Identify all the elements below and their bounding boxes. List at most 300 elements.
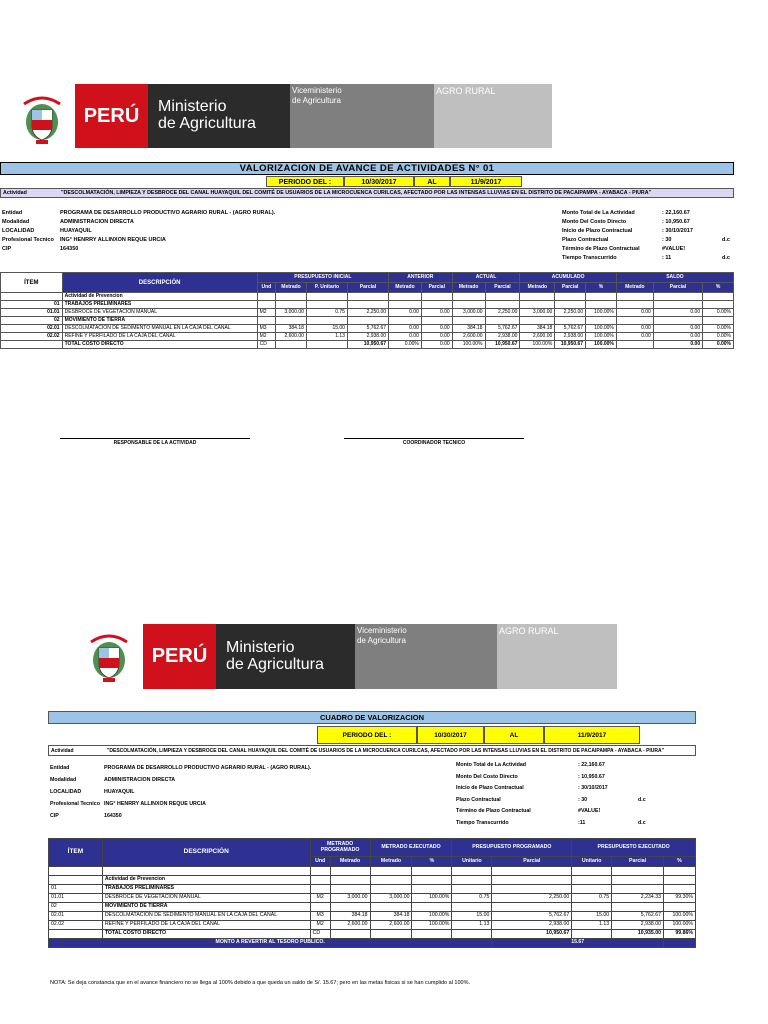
s1-cell-upct: 100.00%	[586, 341, 617, 349]
table-row	[1, 293, 734, 301]
s2-cell-me: 384.18	[370, 912, 412, 921]
table-row	[49, 921, 696, 930]
s2-total-empty	[572, 930, 612, 939]
s1r-info-label: Plazo Contractual	[562, 237, 609, 243]
ministerio-logo	[75, 84, 290, 148]
s2-cell-desc: TRABAJOS PRELIMINARES	[102, 885, 310, 894]
sheet1-periodo-to: 11/9/2017	[450, 176, 522, 187]
table-row	[49, 903, 696, 912]
s2r-info-value: : 10,950.67	[578, 773, 605, 780]
s1-cell-sm	[616, 293, 653, 301]
s2-cell-epct	[663, 876, 695, 885]
s2-th-parcial-e: Parcial	[612, 857, 664, 867]
s2r-info-row	[456, 783, 676, 795]
table-row	[49, 894, 696, 903]
s1r-info-label: Tiempo Transcurrido	[562, 255, 617, 261]
sheet1-actividad-text: "DESCOLMATACIÓN, LIMPIEZA Y DESBROCE DEL CANAL HUAYAQUIL DEL COMITÉ DE USUARIOS DE LA MICROCUENCA CURILCAS, AFECTADO POR LAS INTENSAS LLUVIAS EN EL DISTRITO DE PACAIPAMPA - AYABACA - PIURA"	[61, 190, 652, 196]
s1-cell-cp: 2,938.00	[485, 333, 520, 341]
s1-cell-und: M3	[257, 325, 275, 333]
s2-cell-pu	[452, 903, 492, 912]
s1l-info-label: LOCALIDAD	[2, 228, 35, 234]
s2r-info-value: : 30	[578, 796, 588, 803]
s1-cell-sp	[653, 317, 702, 325]
s1-cell-met	[276, 341, 307, 349]
s2-cell-mp: 384.18	[330, 912, 370, 921]
s2l-info-row	[50, 774, 390, 786]
s2-th-und: Und	[310, 857, 330, 867]
s1-cell-item	[1, 341, 63, 349]
sheet1-periodo-label: PERIODO DEL :	[266, 176, 344, 187]
table-row	[1, 325, 734, 333]
s1r-info-row	[562, 254, 732, 263]
s1-cell-upct: 100.00%	[586, 333, 617, 341]
s2-cell-desc: REFINE Y PERFILADO DE LA CAJA DEL CANAL	[102, 921, 310, 930]
s1-cell-cm	[452, 293, 485, 301]
s1-cell-cp	[485, 317, 520, 325]
sheet2-table	[48, 838, 696, 948]
s1-cell-up: 2,250.00	[555, 309, 586, 317]
s2-cell-epct	[663, 885, 695, 894]
s2r-info-label: Inicio de Plazo Contractual	[456, 785, 524, 791]
s1-cell-item: 01	[1, 301, 63, 309]
s1-cell-sm: 0.00	[616, 325, 653, 333]
s1-cell-um: 2,600.00	[520, 333, 555, 341]
s2-cell-item: 02	[49, 903, 103, 912]
s2-cell-mp: 2,600.00	[330, 921, 370, 930]
table-row	[1, 301, 734, 309]
s1-cell-cp	[485, 293, 520, 301]
s1-cell-ap: 0.00	[421, 341, 452, 349]
peru-wordmark: PERÚ	[75, 84, 148, 148]
s1-cell-upct	[586, 317, 617, 325]
s2l-info-value: ADMINISTRACION DIRECTA	[104, 777, 176, 783]
table-row	[1, 341, 734, 349]
sign-left-line	[60, 438, 250, 446]
s1-cell-pu	[306, 341, 347, 349]
s1-cell-am	[389, 301, 422, 309]
s2-cell-eu	[572, 876, 612, 885]
ministerio2-line2: de Agricultura	[226, 655, 324, 673]
s1-th-presupuesto: PRESUPUESTO INICIAL	[257, 273, 388, 283]
sheet1-table	[0, 272, 734, 349]
s2-cell-desc: Actividad de Prevencion	[102, 876, 310, 885]
s1-th-ant-parcial: Parcial	[421, 283, 452, 293]
sheet2-actividad-row	[48, 745, 696, 756]
s1-th-sal-metrado: Metrado	[616, 283, 653, 293]
s2-total-ep: 10,935.00	[612, 930, 664, 939]
s1-cell-pu: 0.75	[306, 309, 347, 317]
s2l-info-value: HUAYAQUIL	[104, 789, 135, 795]
table-row	[1, 333, 734, 341]
s2-cell-eu: 1.13	[572, 921, 612, 930]
s2-cell-me	[370, 876, 412, 885]
sheet1-info-right	[562, 209, 732, 263]
table-row	[49, 876, 696, 885]
s2-total-empty	[370, 930, 412, 939]
s2-revertir-label: MONTO A REVERTIR AL TESORO PUBLICO.	[49, 939, 492, 948]
s2-cell-epct: 100.00%	[663, 912, 695, 921]
s1-cell-upct: 100.00%	[586, 309, 617, 317]
s1-cell-up: 5,762.67	[555, 325, 586, 333]
s2l-info-label: Entidad	[50, 765, 70, 771]
s1l-info-label: Modalidad	[2, 219, 30, 225]
s1-cell-ap: 0.00	[421, 333, 452, 341]
s2-cell-ep	[612, 903, 664, 912]
s2-th-pct: %	[412, 857, 452, 867]
s1-cell-und: CD	[257, 341, 275, 349]
s2-cell-pu: 15.00	[452, 912, 492, 921]
s1-th-acumulado: ACUMULADO	[520, 273, 616, 283]
s1-cell-pu	[306, 317, 347, 325]
s2r-info-row	[456, 760, 676, 772]
s2l-info-row	[50, 762, 390, 774]
s2-cell-und	[310, 876, 330, 885]
s1-cell-pu	[306, 293, 347, 301]
s2-cell-ep	[612, 885, 664, 894]
s1-th-acu-metrado: Metrado	[520, 283, 555, 293]
s1-th-sal-pct: %	[703, 283, 734, 293]
s1-th-anterior: ANTERIOR	[389, 273, 453, 283]
s1-cell-und: M2	[257, 309, 275, 317]
s1-cell-um	[520, 317, 555, 325]
s1-cell-um	[520, 301, 555, 309]
s1-cell-met: 384.18	[276, 325, 307, 333]
sheet2-info-right	[456, 760, 676, 829]
s1-cell-met	[276, 317, 307, 325]
s1-cell-par: 10,950.67	[347, 341, 388, 349]
s2-th-pres-ejec: PRESUPUESTO EJECUTADO	[572, 839, 696, 857]
s2-total-label: TOTAL COSTO DIRECTO	[102, 930, 310, 939]
s1-cell-sp: 0.00	[653, 341, 702, 349]
s1l-info-value: 164350	[60, 246, 79, 252]
s2-cell-pu	[452, 876, 492, 885]
s2-cell-item: 01.01	[49, 894, 103, 903]
s1-cell-pu: 1.13	[306, 333, 347, 341]
s1-th-acu-parcial: Parcial	[555, 283, 586, 293]
s1-cell-um: 100.00%	[520, 341, 555, 349]
s1-cell-par	[347, 317, 388, 325]
s2-cell-item	[49, 876, 103, 885]
table-row	[49, 912, 696, 921]
peru-seal-icon	[18, 90, 66, 146]
s1-th-und: Und	[257, 283, 275, 293]
s2-cell-eu	[572, 903, 612, 912]
s1-cell-sp	[653, 293, 702, 301]
s1l-info-label: CIP	[2, 246, 12, 252]
vice2-line1: Viceministerio	[357, 626, 407, 635]
s2-cell-mp	[330, 903, 370, 912]
s1-cell-desc: DESCOLMATACION DE SEDIMENTO MANUAL EN LA CAJA DEL CANAL	[62, 325, 257, 333]
agro-rural-block-2	[497, 624, 617, 689]
s1-th-parcial: Parcial	[347, 283, 388, 293]
s2l-info-row	[50, 810, 390, 822]
s1-cell-cm: 384.18	[452, 325, 485, 333]
s1-cell-und	[257, 317, 275, 325]
s2-cell-epct	[663, 903, 695, 912]
s1-cell-par: 2,938.00	[347, 333, 388, 341]
s1-cell-cp: 10,950.67	[485, 341, 520, 349]
s2r-info-row	[456, 818, 676, 830]
s1r-info-row	[562, 209, 732, 218]
s1-cell-upct: 100.00%	[586, 325, 617, 333]
s1-cell-spct: 0.00%	[703, 309, 734, 317]
s2-cell-pp: 5,762.67	[492, 912, 572, 921]
s1-cell-up	[555, 317, 586, 325]
s2-cell-item: 02.02	[49, 921, 103, 930]
s1-cell-up	[555, 301, 586, 309]
s1-cell-spct	[703, 301, 734, 309]
s1-th-acu-pct: %	[586, 283, 617, 293]
agro-rural-block	[434, 84, 552, 148]
s1-cell-am: 0.00	[389, 309, 422, 317]
s2-cell-item: 01	[49, 885, 103, 894]
s2-cell-me: 3,000.00	[370, 894, 412, 903]
s2-cell-desc: MOVIMIENTO DE TIERRA	[102, 903, 310, 912]
s1r-info-value: : 22,160.67	[662, 210, 690, 216]
s1-cell-upct	[586, 293, 617, 301]
s2-th-unitario: Unitario	[452, 857, 492, 867]
peru-seal-icon-2	[85, 628, 133, 684]
s1-cell-ap	[421, 301, 452, 309]
vice-line1: Viceministerio	[292, 86, 342, 95]
s1r-info-value: : 10,950.67	[662, 219, 690, 225]
s2-th-metrado-e: Metrado	[370, 857, 412, 867]
s1-cell-sm: 0.00	[616, 333, 653, 341]
s2-cell-desc: DESBROCE DE VEGETACION MANUAL	[102, 894, 310, 903]
s1-cell-sm: 0.00	[616, 309, 653, 317]
s2-cell-pp	[492, 885, 572, 894]
s1-cell-sp	[653, 301, 702, 309]
s1-cell-am: 0.00	[389, 333, 422, 341]
peru-wordmark-2: PERÚ	[143, 624, 216, 689]
s1-th-item: ÍTEM	[1, 273, 63, 293]
s1-cell-cp: 5,762.67	[485, 325, 520, 333]
s1-cell-desc: REFINE Y PERFILADO DE LA CAJA DEL CANAL	[62, 333, 257, 341]
table-row	[1, 317, 734, 325]
s2-th-metrado: Metrado	[330, 857, 370, 867]
s2-cell-ep	[612, 876, 664, 885]
s2r-info-value: :11	[578, 819, 586, 826]
s2-total-pp: 10,950.67	[492, 930, 572, 939]
s1r-info-value: : 30	[662, 237, 672, 243]
s2r-info-value: : 30/10/2017	[578, 785, 608, 791]
s2-cell-mpct	[412, 903, 452, 912]
s1-cell-am	[389, 293, 422, 301]
s1-cell-par: 2,250.00	[347, 309, 388, 317]
s1l-info-label: Entidad	[2, 210, 23, 216]
s2r-info-label: Monto Total de La Actividad	[456, 762, 527, 768]
s2r-info-label: Plazo Contractual	[456, 796, 501, 803]
s1-cell-pu: 15.00	[306, 325, 347, 333]
total-row	[49, 930, 696, 939]
s2-total-empty	[412, 930, 452, 939]
sheet2-nota-text: NOTA: Se deja constancia que en el avance financiero no se llega al 100% debido a que queda un saldo de S/. 15.67; pero en las metas fisicas si se han cumplido al 100%.	[50, 980, 471, 986]
s2-cell-mpct: 100.00%	[412, 912, 452, 921]
s2-th-desc: DESCRIPCIÓN	[102, 839, 310, 867]
s2-th-pct-e: %	[663, 857, 695, 867]
s1-cell-ap	[421, 293, 452, 301]
s1-cell-sm	[616, 301, 653, 309]
viceministerio-block-2	[355, 624, 497, 689]
s1-cell-cm: 3,000.00	[452, 309, 485, 317]
s2-th-parcial: Parcial	[492, 857, 572, 867]
s2l-info-value: PROGRAMA DE DESARROLLO PRODUCTIVO AGRARIO RURAL - (AGRO RURAL).	[104, 765, 312, 771]
table-row	[49, 885, 696, 894]
s1l-info-row	[2, 209, 332, 218]
sheet1-title	[0, 162, 734, 175]
revertir-row	[49, 939, 696, 948]
s2-th-metrado-prog: METRADO PROGRAMADO	[310, 839, 370, 857]
s1l-info-value: ADMINISTRACION DIRECTA	[60, 219, 134, 225]
s1l-info-row	[2, 245, 332, 254]
s1-cell-met	[276, 293, 307, 301]
s2-cell-pp: 2,938.00	[492, 921, 572, 930]
ministerio-logo-2	[143, 624, 355, 689]
sheet1-actividad-row	[0, 188, 734, 198]
s1-cell-par	[347, 293, 388, 301]
s1-th-act-metrado: Metrado	[452, 283, 485, 293]
s1-cell-sp: 0.00	[653, 309, 702, 317]
s1l-info-row	[2, 218, 332, 227]
s2-cell-mpct	[412, 876, 452, 885]
s2r-info-row	[456, 795, 676, 807]
s2r-info-value: #VALUE!	[578, 808, 601, 814]
s1-cell-ap	[421, 317, 452, 325]
s2-th-item: ÍTEM	[49, 839, 103, 867]
s1-cell-um: 3,000.00	[520, 309, 555, 317]
s1r-info-unit: d.c	[722, 237, 730, 243]
s1-cell-spct: 0.00%	[703, 325, 734, 333]
agro2-label: AGRO RURAL	[499, 626, 559, 636]
s1-cell-pu	[306, 301, 347, 309]
s1-cell-up	[555, 293, 586, 301]
sheet2-al: AL	[484, 726, 544, 744]
s2-total-empty	[452, 930, 492, 939]
s2-cell-mpct: 100.00%	[412, 894, 452, 903]
s1-th-pu: P. Unitario	[306, 283, 347, 293]
s1r-info-label: Inicio de Plazo Contractual	[562, 228, 633, 234]
s2-cell-mp: 3,000.00	[330, 894, 370, 903]
s2r-info-label: Término de Plazo Contractual	[456, 808, 531, 814]
sheet2-periodo-from: 10/30/2017	[417, 726, 484, 744]
s1-th-saldo: SALDO	[616, 273, 733, 283]
s1-cell-cp: 2,250.00	[485, 309, 520, 317]
table-row-spacer	[49, 867, 696, 876]
sheet2-title-text: CUADRO DE VALORIZACION	[319, 713, 425, 722]
s2l-info-value: ING° HENRRY ALLINXON REQUE URCIA	[104, 801, 206, 807]
s1-cell-cm	[452, 301, 485, 309]
s1-cell-am: 0.00	[389, 325, 422, 333]
s2l-info-row	[50, 786, 390, 798]
s1-cell-cm	[452, 317, 485, 325]
ministerio-line1: Ministerio	[158, 98, 227, 116]
s2-cell-item: 02.01	[49, 912, 103, 921]
s1l-info-value: PROGRAMA DE DESARROLLO PRODUCTIVO AGRARIO RURAL - (AGRO RURAL).	[60, 210, 276, 216]
sheet1-al: AL	[414, 176, 450, 187]
s1-cell-am	[389, 317, 422, 325]
s1l-info-row	[2, 236, 332, 245]
s1r-info-row	[562, 227, 732, 236]
s1l-info-row	[2, 227, 332, 236]
s2-cell-pu: 0.75	[452, 894, 492, 903]
s1l-info-value: HUAYAQUIL	[60, 228, 92, 234]
s2-total-empty	[330, 930, 370, 939]
s1-cell-cp	[485, 301, 520, 309]
s1-cell-sm	[616, 317, 653, 325]
s2-cell-me	[370, 903, 412, 912]
s2-cell-und: M2	[310, 921, 330, 930]
s1-cell-cm: 100.00%	[452, 341, 485, 349]
s2-cell-mp	[330, 885, 370, 894]
viceministerio-block	[290, 84, 434, 148]
s1-cell-met: 2,600.00	[276, 333, 307, 341]
sheet1-actividad-label: Actividad	[3, 190, 27, 196]
s2-cell-mpct: 100.00%	[412, 921, 452, 930]
s1-cell-item: 02	[1, 317, 63, 325]
s1-cell-item: 01.01	[1, 309, 63, 317]
s1-cell-par: 5,762.67	[347, 325, 388, 333]
sheet2-title	[48, 711, 696, 724]
s1-cell-met: 3,000.00	[276, 309, 307, 317]
s1-th-desc: DESCRIPCIÓN	[62, 273, 257, 293]
s2-cell-und: M2	[310, 894, 330, 903]
s2-th-pres-prog: PRESUPUESTO PROGRAMADO	[452, 839, 572, 857]
s1-cell-ap: 0.00	[421, 309, 452, 317]
sheet2-nota	[50, 980, 730, 986]
s1-th-ant-metrado: Metrado	[389, 283, 422, 293]
s2r-info-unit: d.c	[638, 819, 646, 826]
s1r-info-row	[562, 245, 732, 254]
s2-cell-und	[310, 885, 330, 894]
s2-cell-pp	[492, 903, 572, 912]
s1r-info-row	[562, 218, 732, 227]
ministerio2-line1: Ministerio	[226, 638, 295, 656]
s1r-info-value: : 30/10/2017	[662, 228, 693, 234]
s2-cell-epct: 100.00%	[663, 921, 695, 930]
s1-cell-up: 10,950.67	[555, 341, 586, 349]
s1-th-sal-parcial: Parcial	[653, 283, 702, 293]
s1l-info-value: ING° HENRRY ALLINXON REQUE URCIA	[60, 237, 166, 243]
s1r-info-value: #VALUE!	[662, 246, 686, 252]
s2-cell-ep: 2,938.00	[612, 921, 664, 930]
s2-cell-ep: 2,234.33	[612, 894, 664, 903]
s2-cell-ep: 5,762.67	[612, 912, 664, 921]
table-row	[1, 309, 734, 317]
s2l-info-label: Modalidad	[50, 777, 77, 783]
agro-label: AGRO RURAL	[436, 86, 496, 96]
s2l-info-label: CIP	[50, 813, 59, 819]
s1-cell-desc: DESBROCE DE VEGETACION MANUAL	[62, 309, 257, 317]
s1-cell-spct	[703, 293, 734, 301]
vice2-line2: de Agricultura	[357, 636, 406, 645]
ministerio-line2: de Agricultura	[158, 115, 256, 132]
s1-cell-sm	[616, 341, 653, 349]
sheet2-periodo-label: PERIODO DEL :	[317, 726, 417, 744]
s2l-info-value: 164350	[104, 813, 122, 819]
sign-right-line	[344, 438, 524, 446]
sign-left-label: RESPONSABLE DE LA ACTIVIDAD	[113, 440, 197, 446]
s2-cell-pp	[492, 876, 572, 885]
s2l-info-label: LOCALIDAD	[50, 789, 82, 795]
s2l-info-label: Profesional Tecnico	[50, 801, 100, 807]
s2r-info-label: Monto Del Costo Directo	[456, 773, 518, 780]
s2r-info-row	[456, 806, 676, 818]
s2l-info-row	[50, 798, 390, 810]
s2r-info-value: : 22,160.67	[578, 762, 605, 768]
s1-cell-und	[257, 293, 275, 301]
s2-cell-desc: DESCOLMATACION DE SEDIMENTO MANUAL EN LA CAJA DEL CANAL	[102, 912, 310, 921]
sheet2-actividad-text: "DESCOLMATACIÓN, LIMPIEZA Y DESBROCE DEL CANAL HUAYAQUIL DEL COMITÉ DE USUARIOS DE LA MICROCUENCA CURILCAS, AFECTADO POR LAS INTENSAS LLUVIAS EN EL DISTRITO DE PACAIPAMPA - AYABACA - PIURA"	[107, 748, 665, 754]
